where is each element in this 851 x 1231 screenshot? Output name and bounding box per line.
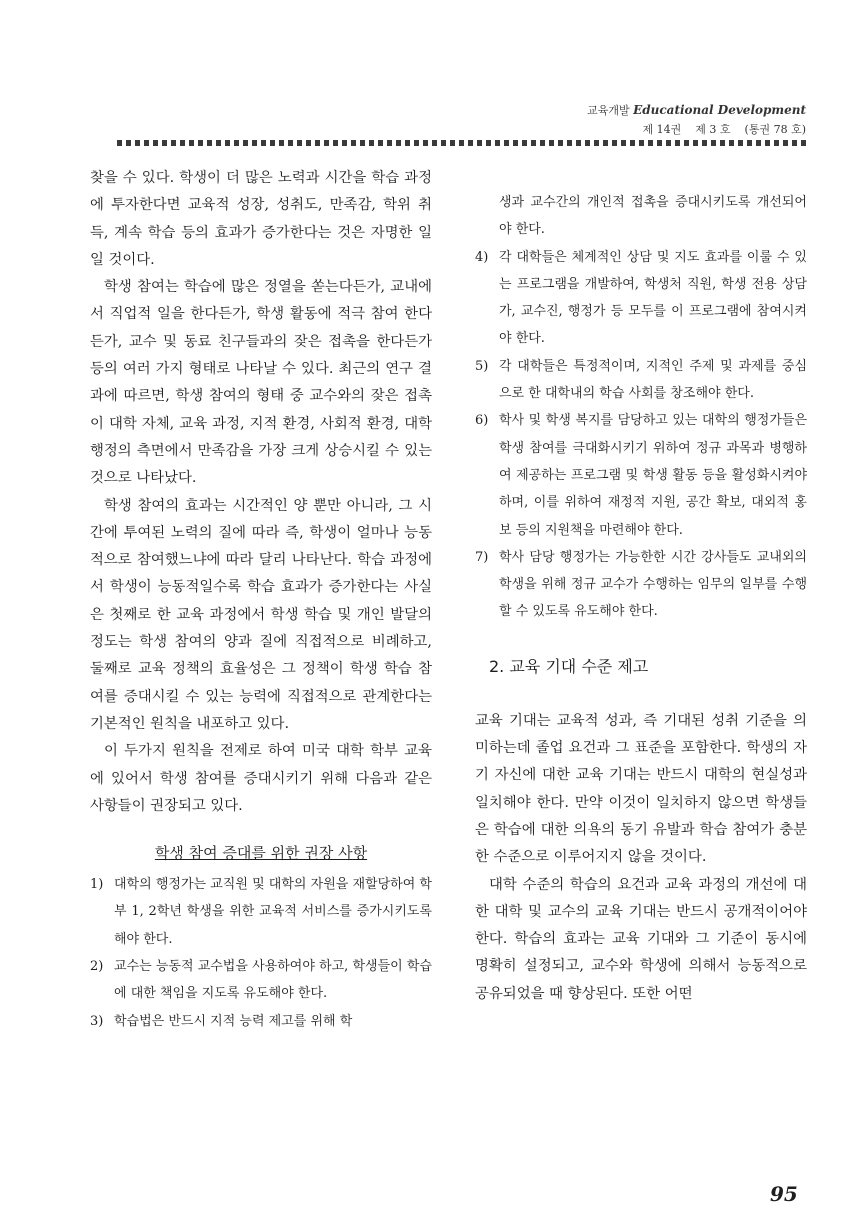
journal-title-ko: 교육개발 [587,104,630,117]
paragraph: 대학 수준의 학습의 요건과 교육 과정의 개선에 대한 대학 및 교수의 교육 기대는 반드시 공개적이어야 한다. 학습의 효과는 교육 기대와 그 기준이 동시에 명확히 설정되고, 교수와 학생에 의해서 능동적으로 공유되었을 때 향상된다. 또한 어떤 [475,876,807,1002]
item-number: 4) [475,249,489,265]
item-text: 학사 담당 행정가는 가능한한 시간 강사들도 교내외의 학생을 위해 정규 교수가 수행하는 임무의 일부를 수행할 수 있도록 유도해야 한다. [499,549,807,620]
item-text: 생과 교수간의 개인적 접촉을 증대시키도록 개선되어야 한다. [499,195,807,238]
running-header [587,101,806,139]
item-number: 2) [90,959,104,975]
item-text: 학습법은 반드시 지적 능력 제고를 위해 학 [114,1013,353,1029]
list-item [475,244,807,353]
list-item [475,353,807,408]
serial-number: (통권 78 호) [744,123,806,136]
item-text: 각 대학들은 체계적인 상담 및 지도 효과를 이룰 수 있는 프로그램을 개발하여, 학생처 직원, 학생 전용 상담가, 교수진, 행정가 등 모두를 이 프로그램에 참여시켜야 한다. [499,249,807,347]
issue: 제 3 호 [695,123,731,136]
list-item [475,544,807,626]
right-column [475,189,807,1008]
recommendations-heading: 학생 참여 증대를 위한 권장 사항 [154,844,368,863]
paragraph: 학생 참여는 학습에 많은 정열을 쏟는다든가, 교내에서 직업적 일을 한다든가, 학생 활동에 적극 참여 한다든가, 교수 및 동료 친구들과의 잦은 접촉을 한다든가 등의 여러 가지 형태로 나타날 수 있다. 최근의 연구 결과에 따르면, 학생 참여의 형태 중 교수와의 잦은 접촉이 대학 자체, 교육 과정, 지적 환경, 사회적 환경, 대학 행정의 측면에서 만족감을 가장 크게 상승시킬 수 있는 것으로 나타났다. [90,279,432,487]
volume: 제 14권 [642,123,682,136]
list-item [475,189,807,244]
item-text: 학사 및 학생 복지를 담당하고 있는 대학의 행정가들은 학생 참여를 극대화시키기 위하여 정규 과목과 병행하여 제공하는 프로그램 및 학생 활동 등을 활성화시켜야 하며, 이를 위하여 재정적 지원, 공간 확보, 대외적 홍보 등의 지원책을 마련해야 한다. [499,413,807,538]
left-column [90,165,432,1035]
list-item [90,1008,432,1035]
list-item [90,953,432,1008]
dotted-divider [117,140,807,146]
recommendations-list [90,871,432,1035]
list-item [90,871,432,953]
item-number: 7) [475,549,489,565]
item-number: 3) [90,1013,104,1029]
list-item [475,407,807,543]
item-number: 5) [475,358,489,374]
paragraph: 학생 참여의 효과는 시간적인 양 뿐만 아니라, 그 시간에 투여된 노력의 질에 따라 즉, 학생이 얼마나 능동적으로 참여했느냐에 따라 달리 나타난다. 학습 과정에서 학생이 능동적일수록 학습 효과가 증가한다는 사실은 첫째로 한 교육 과정에서 학생 학습 및 개인 발달의 정도는 학생 참여의 양과 질에 직접적으로 비례하고, 둘째로 교육 정책의 효율성은 그 정책이 학생 학습 참여를 증대시킬 수 있는 능력에 직접적으로 관계한다는 기본적인 원칙을 내포하고 있다. [90,497,432,732]
journal-title-en: Educational Development [633,103,806,117]
paragraph: 찾을 수 있다. 학생이 더 많은 노력과 시간을 학습 과정에 투자한다면 교육적 성장, 성취도, 만족감, 학위 취득, 계속 학습 등의 효과가 증가한다는 것은 자명한 일일 것이다. [90,170,432,268]
item-number: 1) [90,877,104,893]
item-text: 교수는 능동적 교수법을 사용하여야 하고, 학생들이 학습에 대한 책임을 지도록 유도해야 한다. [114,959,432,1002]
paragraph: 이 두가지 원칙을 전제로 하여 미국 대학 학부 교육에 있어서 학생 참여를 증대시키기 위해 다음과 같은 사항들이 권장되고 있다. [90,743,432,814]
recommendations-list-continued [475,189,807,626]
item-number: 6) [475,413,489,429]
page-number: 95 [770,1182,798,1206]
section-heading: 2. 교육 기대 수준 제고 [489,656,649,676]
item-text: 대학의 행정가는 교직원 및 대학의 자원을 재할당하여 학부 1, 2학년 학생을 위한 교육적 서비스를 증가시키도록 해야 한다. [114,877,432,947]
paragraph: 교육 기대는 교육적 성과, 즉 기대된 성취 기준을 의미하는데 졸업 요건과 그 표준을 포함한다. 학생의 자기 자신에 대한 교육 기대는 반드시 대학의 현실성과 일치해야 한다. 만약 이것이 일치하지 않으면 학생들은 학습에 대한 의욕의 동기 유발과 학습 참여가 충분한 수준으로 이루어지지 않을 것이다. [475,712,807,866]
item-text: 각 대학들은 특정적이며, 지적인 주제 및 과제를 중심으로 한 대학내의 학습 사회를 창조해야 한다. [499,358,807,402]
